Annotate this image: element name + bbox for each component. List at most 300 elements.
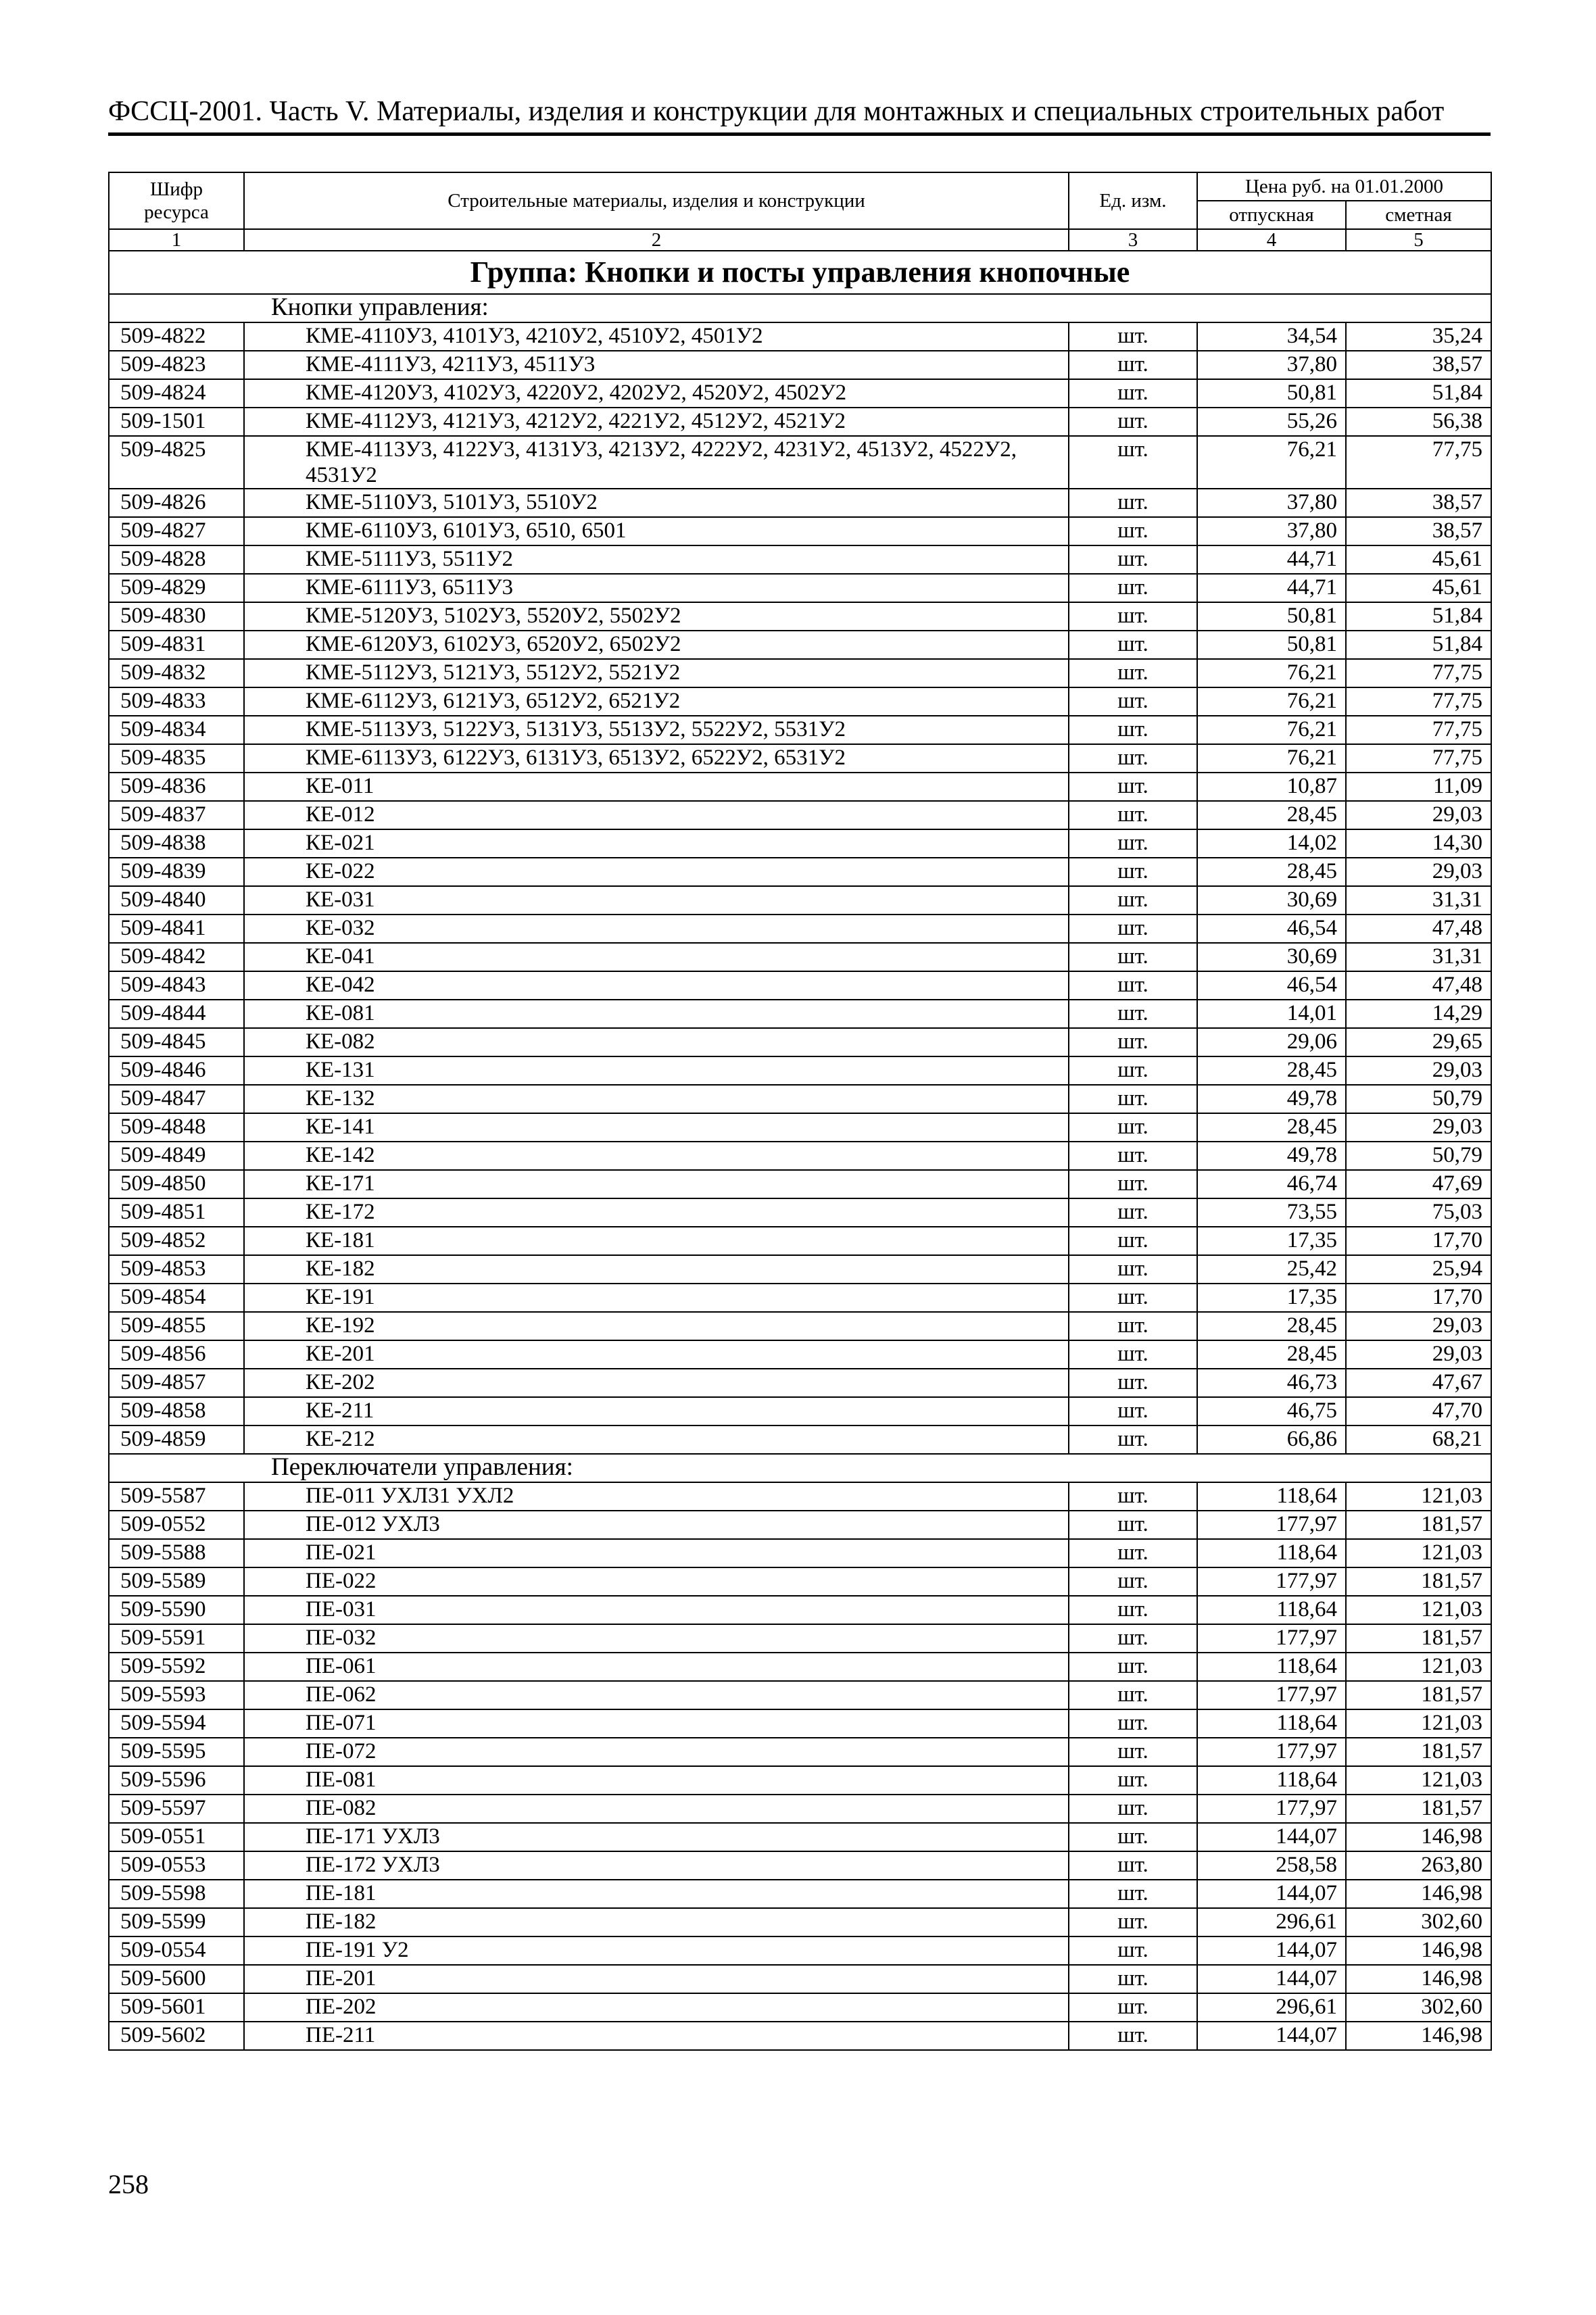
cell-estimate-price: 14,29 — [1346, 1000, 1491, 1028]
cell-unit: шт. — [1069, 1624, 1197, 1653]
cell-release-price: 76,21 — [1197, 436, 1346, 489]
cell-name: КЕ-081 — [244, 1000, 1069, 1028]
cell-unit: шт. — [1069, 489, 1197, 517]
cell-name: ПЕ-172 УХЛ3 — [244, 1851, 1069, 1880]
cell-estimate-price: 77,75 — [1346, 744, 1491, 773]
cell-release-price: 44,71 — [1197, 574, 1346, 602]
cell-release-price: 76,21 — [1197, 659, 1346, 687]
cell-unit: шт. — [1069, 858, 1197, 886]
cell-estimate-price: 17,70 — [1346, 1284, 1491, 1312]
table-row — [109, 1000, 1491, 1028]
cell-estimate-price: 29,03 — [1346, 1113, 1491, 1142]
table-body — [109, 294, 1491, 2050]
table-row — [109, 858, 1491, 886]
cell-code: 509-5588 — [109, 1539, 244, 1567]
cell-code: 509-4847 — [109, 1085, 244, 1113]
table-row — [109, 631, 1491, 659]
cell-estimate-price: 181,57 — [1346, 1511, 1491, 1539]
table-row — [109, 1028, 1491, 1056]
cell-unit: шт. — [1069, 1170, 1197, 1198]
table-row — [109, 379, 1491, 408]
header-rule — [108, 132, 1491, 136]
table-row — [109, 1369, 1491, 1397]
cell-estimate-price: 17,70 — [1346, 1227, 1491, 1255]
section-header-spacer — [109, 294, 244, 322]
cell-estimate-price: 29,03 — [1346, 1056, 1491, 1085]
header-unit: Ед. изм. — [1069, 172, 1197, 229]
cell-release-price: 76,21 — [1197, 687, 1346, 716]
cell-code: 509-4830 — [109, 602, 244, 631]
cell-estimate-price: 14,30 — [1346, 829, 1491, 858]
cell-code: 509-0553 — [109, 1851, 244, 1880]
column-number: 2 — [244, 229, 1069, 251]
cell-code: 509-4841 — [109, 915, 244, 943]
cell-release-price: 17,35 — [1197, 1284, 1346, 1312]
cell-estimate-price: 47,48 — [1346, 971, 1491, 1000]
cell-name: КМЕ-5120У3, 5102У3, 5520У2, 5502У2 — [244, 602, 1069, 631]
cell-unit: шт. — [1069, 687, 1197, 716]
cell-unit: шт. — [1069, 574, 1197, 602]
cell-release-price: 118,64 — [1197, 1596, 1346, 1624]
cell-unit: шт. — [1069, 1681, 1197, 1709]
cell-code: 509-5598 — [109, 1880, 244, 1908]
table-row — [109, 1880, 1491, 1908]
cell-name: КЕ-132 — [244, 1085, 1069, 1113]
cell-unit: шт. — [1069, 943, 1197, 971]
cell-name: КЕ-172 — [244, 1198, 1069, 1227]
cell-unit: шт. — [1069, 379, 1197, 408]
cell-release-price: 17,35 — [1197, 1227, 1346, 1255]
cell-code: 509-4822 — [109, 322, 244, 351]
group-title: Группа: Кнопки и посты управления кнопочные — [109, 251, 1491, 294]
cell-release-price: 14,02 — [1197, 829, 1346, 858]
cell-estimate-price: 51,84 — [1346, 379, 1491, 408]
cell-estimate-price: 121,03 — [1346, 1539, 1491, 1567]
cell-release-price: 144,07 — [1197, 1965, 1346, 1993]
cell-release-price: 46,74 — [1197, 1170, 1346, 1198]
cell-release-price: 30,69 — [1197, 886, 1346, 915]
table-row — [109, 1085, 1491, 1113]
cell-estimate-price: 121,03 — [1346, 1482, 1491, 1511]
cell-code: 509-5589 — [109, 1567, 244, 1596]
cell-code: 509-4851 — [109, 1198, 244, 1227]
cell-estimate-price: 29,65 — [1346, 1028, 1491, 1056]
cell-release-price: 25,42 — [1197, 1255, 1346, 1284]
cell-release-price: 28,45 — [1197, 801, 1346, 829]
table-row — [109, 1681, 1491, 1709]
table-row — [109, 1482, 1491, 1511]
table-row — [109, 829, 1491, 858]
cell-code: 509-5592 — [109, 1653, 244, 1681]
table-row — [109, 1198, 1491, 1227]
cell-unit: шт. — [1069, 408, 1197, 436]
cell-name: КМЕ-6110У3, 6101У3, 6510, 6501 — [244, 517, 1069, 545]
cell-name: ПЕ-061 — [244, 1653, 1069, 1681]
cell-name: ПЕ-062 — [244, 1681, 1069, 1709]
table-row — [109, 1397, 1491, 1425]
cell-release-price: 55,26 — [1197, 408, 1346, 436]
cell-name: ПЕ-072 — [244, 1738, 1069, 1766]
cell-unit: шт. — [1069, 829, 1197, 858]
cell-code: 509-4857 — [109, 1369, 244, 1397]
table-row — [109, 517, 1491, 545]
cell-estimate-price: 50,79 — [1346, 1085, 1491, 1113]
cell-estimate-price: 47,69 — [1346, 1170, 1491, 1198]
cell-name: КМЕ-5111У3, 5511У2 — [244, 545, 1069, 574]
cell-release-price: 28,45 — [1197, 1056, 1346, 1085]
cell-release-price: 118,64 — [1197, 1539, 1346, 1567]
cell-estimate-price: 38,57 — [1346, 489, 1491, 517]
cell-unit: шт. — [1069, 915, 1197, 943]
table-row — [109, 351, 1491, 379]
table-row — [109, 1936, 1491, 1965]
cell-estimate-price: 47,70 — [1346, 1397, 1491, 1425]
cell-estimate-price: 45,61 — [1346, 574, 1491, 602]
table-row — [109, 574, 1491, 602]
table-row — [109, 943, 1491, 971]
cell-code: 509-0554 — [109, 1936, 244, 1965]
cell-estimate-price: 35,24 — [1346, 322, 1491, 351]
table-row — [109, 1965, 1491, 1993]
cell-estimate-price: 29,03 — [1346, 801, 1491, 829]
cell-name: КМЕ-6113У3, 6122У3, 6131У3, 6513У2, 6522У2, 6531У2 — [244, 744, 1069, 773]
cell-release-price: 66,86 — [1197, 1425, 1346, 1454]
cell-unit: шт. — [1069, 1284, 1197, 1312]
table-row — [109, 1993, 1491, 2022]
cell-release-price: 29,06 — [1197, 1028, 1346, 1056]
cell-unit: шт. — [1069, 1340, 1197, 1369]
cell-unit: шт. — [1069, 1198, 1197, 1227]
section-header-spacer — [109, 1454, 244, 1482]
cell-name: КМЕ-5112У3, 5121У3, 5512У2, 5521У2 — [244, 659, 1069, 687]
cell-name: ПЕ-201 — [244, 1965, 1069, 1993]
cell-estimate-price: 302,60 — [1346, 1993, 1491, 2022]
cell-name: КЕ-201 — [244, 1340, 1069, 1369]
cell-name: КЕ-012 — [244, 801, 1069, 829]
table-row — [109, 1312, 1491, 1340]
cell-estimate-price: 181,57 — [1346, 1567, 1491, 1596]
cell-estimate-price: 29,03 — [1346, 1312, 1491, 1340]
cell-name: ПЕ-082 — [244, 1795, 1069, 1823]
cell-estimate-price: 50,79 — [1346, 1142, 1491, 1170]
cell-estimate-price: 56,38 — [1346, 408, 1491, 436]
page-header: ФССЦ-2001. Часть V. Материалы, изделия и конструкции для монтажных и специальных строительных работ — [108, 96, 1445, 127]
cell-name: КМЕ-4110У3, 4101У3, 4210У2, 4510У2, 4501У2 — [244, 322, 1069, 351]
cell-release-price: 30,69 — [1197, 943, 1346, 971]
cell-name: КЕ-042 — [244, 971, 1069, 1000]
cell-release-price: 28,45 — [1197, 1113, 1346, 1142]
cell-unit: шт. — [1069, 1397, 1197, 1425]
cell-unit: шт. — [1069, 1880, 1197, 1908]
cell-release-price: 76,21 — [1197, 716, 1346, 744]
cell-release-price: 49,78 — [1197, 1085, 1346, 1113]
table-row — [109, 1766, 1491, 1795]
cell-release-price: 37,80 — [1197, 351, 1346, 379]
table-row — [109, 1539, 1491, 1567]
cell-name: КЕ-212 — [244, 1425, 1069, 1454]
table-row — [109, 1425, 1491, 1454]
cell-unit: шт. — [1069, 1567, 1197, 1596]
cell-name: ПЕ-202 — [244, 1993, 1069, 2022]
cell-release-price: 37,80 — [1197, 489, 1346, 517]
cell-estimate-price: 47,48 — [1346, 915, 1491, 943]
cell-code: 509-4837 — [109, 801, 244, 829]
table-row — [109, 1624, 1491, 1653]
cell-release-price: 46,54 — [1197, 915, 1346, 943]
cell-estimate-price: 77,75 — [1346, 716, 1491, 744]
cell-code: 509-5597 — [109, 1795, 244, 1823]
cell-release-price: 46,73 — [1197, 1369, 1346, 1397]
cell-name: КЕ-182 — [244, 1255, 1069, 1284]
cell-code: 509-4854 — [109, 1284, 244, 1312]
cell-release-price: 177,97 — [1197, 1511, 1346, 1539]
cell-estimate-price: 181,57 — [1346, 1624, 1491, 1653]
cell-release-price: 144,07 — [1197, 2022, 1346, 2050]
header-code: Шифр ресурса — [109, 172, 244, 229]
cell-release-price: 28,45 — [1197, 858, 1346, 886]
cell-code: 509-5590 — [109, 1596, 244, 1624]
header-price-group: Цена руб. на 01.01.2000 — [1197, 172, 1491, 201]
cell-name: КЕ-202 — [244, 1369, 1069, 1397]
cell-estimate-price: 29,03 — [1346, 858, 1491, 886]
cell-estimate-price: 68,21 — [1346, 1425, 1491, 1454]
cell-release-price: 46,54 — [1197, 971, 1346, 1000]
table-row — [109, 1284, 1491, 1312]
cell-release-price: 10,87 — [1197, 773, 1346, 801]
cell-code: 509-4825 — [109, 436, 244, 489]
header-name: Строительные материалы, изделия и конструкции — [244, 172, 1069, 229]
cell-code: 509-5596 — [109, 1766, 244, 1795]
table-row — [109, 1511, 1491, 1539]
cell-name: КЕ-171 — [244, 1170, 1069, 1198]
cell-unit: шт. — [1069, 2022, 1197, 2050]
cell-unit: шт. — [1069, 1596, 1197, 1624]
cell-unit: шт. — [1069, 1709, 1197, 1738]
cell-release-price: 118,64 — [1197, 1766, 1346, 1795]
cell-unit: шт. — [1069, 517, 1197, 545]
table-row — [109, 1170, 1491, 1198]
cell-estimate-price: 38,57 — [1346, 351, 1491, 379]
table-row — [109, 1795, 1491, 1823]
cell-release-price: 144,07 — [1197, 1936, 1346, 1965]
cell-name: КЕ-021 — [244, 829, 1069, 858]
cell-unit: шт. — [1069, 1823, 1197, 1851]
cell-code: 509-5591 — [109, 1624, 244, 1653]
cell-estimate-price: 146,98 — [1346, 1880, 1491, 1908]
cell-name: ПЕ-021 — [244, 1539, 1069, 1567]
section-header-row — [109, 294, 1491, 322]
cell-unit: шт. — [1069, 1142, 1197, 1170]
table-row — [109, 489, 1491, 517]
cell-name: КЕ-141 — [244, 1113, 1069, 1142]
cell-estimate-price: 181,57 — [1346, 1795, 1491, 1823]
cell-name: КЕ-031 — [244, 886, 1069, 915]
cell-code: 509-4826 — [109, 489, 244, 517]
table-row — [109, 1340, 1491, 1369]
cell-unit: шт. — [1069, 971, 1197, 1000]
cell-release-price: 34,54 — [1197, 322, 1346, 351]
cell-release-price: 258,58 — [1197, 1851, 1346, 1880]
cell-name: КЕ-191 — [244, 1284, 1069, 1312]
cell-estimate-price: 77,75 — [1346, 687, 1491, 716]
cell-name: КЕ-192 — [244, 1312, 1069, 1340]
cell-unit: шт. — [1069, 1851, 1197, 1880]
table-row — [109, 1142, 1491, 1170]
cell-code: 509-4824 — [109, 379, 244, 408]
cell-code: 509-4843 — [109, 971, 244, 1000]
cell-unit: шт. — [1069, 1312, 1197, 1340]
cell-unit: шт. — [1069, 1795, 1197, 1823]
section-title: Переключатели управления: — [244, 1454, 1491, 1482]
cell-release-price: 118,64 — [1197, 1709, 1346, 1738]
cell-release-price: 76,21 — [1197, 744, 1346, 773]
cell-code: 509-4835 — [109, 744, 244, 773]
cell-estimate-price: 31,31 — [1346, 886, 1491, 915]
cell-code: 509-0551 — [109, 1823, 244, 1851]
cell-name: КЕ-142 — [244, 1142, 1069, 1170]
cell-unit: шт. — [1069, 1511, 1197, 1539]
cell-estimate-price: 77,75 — [1346, 659, 1491, 687]
cell-code: 509-4849 — [109, 1142, 244, 1170]
cell-unit: шт. — [1069, 1738, 1197, 1766]
cell-release-price: 177,97 — [1197, 1624, 1346, 1653]
cell-code: 509-4823 — [109, 351, 244, 379]
cell-unit: шт. — [1069, 1539, 1197, 1567]
cell-code: 509-5593 — [109, 1681, 244, 1709]
cell-estimate-price: 302,60 — [1346, 1908, 1491, 1936]
cell-code: 509-4859 — [109, 1425, 244, 1454]
table-row — [109, 1255, 1491, 1284]
cell-name: ПЕ-181 — [244, 1880, 1069, 1908]
cell-release-price: 44,71 — [1197, 545, 1346, 574]
table-row — [109, 1653, 1491, 1681]
header-release: отпускная — [1197, 201, 1346, 229]
table-row — [109, 744, 1491, 773]
cell-unit: шт. — [1069, 1425, 1197, 1454]
table-row — [109, 659, 1491, 687]
cell-estimate-price: 11,09 — [1346, 773, 1491, 801]
cell-release-price: 144,07 — [1197, 1880, 1346, 1908]
cell-name: КМЕ-6112У3, 6121У3, 6512У2, 6521У2 — [244, 687, 1069, 716]
cell-name: КЕ-032 — [244, 915, 1069, 943]
cell-name: ПЕ-031 — [244, 1596, 1069, 1624]
cell-name: КЕ-211 — [244, 1397, 1069, 1425]
table-row — [109, 1567, 1491, 1596]
cell-unit: шт. — [1069, 1766, 1197, 1795]
cell-release-price: 50,81 — [1197, 602, 1346, 631]
cell-code: 509-4836 — [109, 773, 244, 801]
cell-estimate-price: 263,80 — [1346, 1851, 1491, 1880]
cell-name: КМЕ-5110У3, 5101У3, 5510У2 — [244, 489, 1069, 517]
cell-name: КМЕ-5113У3, 5122У3, 5131У3, 5513У2, 5522У2, 5531У2 — [244, 716, 1069, 744]
cell-code: 509-4827 — [109, 517, 244, 545]
table-row — [109, 545, 1491, 574]
cell-unit: шт. — [1069, 1993, 1197, 2022]
cell-name: КМЕ-6111У3, 6511У3 — [244, 574, 1069, 602]
cell-unit: шт. — [1069, 801, 1197, 829]
cell-code: 509-4848 — [109, 1113, 244, 1142]
cell-unit: шт. — [1069, 1908, 1197, 1936]
cell-unit: шт. — [1069, 659, 1197, 687]
cell-code: 509-4852 — [109, 1227, 244, 1255]
cell-name: КМЕ-4113У3, 4122У3, 4131У3, 4213У2, 4222У2, 4231У2, 4513У2, 4522У2, 4531У2 — [244, 436, 1069, 489]
cell-code: 509-5587 — [109, 1482, 244, 1511]
table-row — [109, 1851, 1491, 1880]
cell-release-price: 144,07 — [1197, 1823, 1346, 1851]
cell-release-price: 118,64 — [1197, 1653, 1346, 1681]
cell-code: 509-4855 — [109, 1312, 244, 1340]
cell-code: 509-0552 — [109, 1511, 244, 1539]
cell-release-price: 177,97 — [1197, 1681, 1346, 1709]
cell-code: 509-4839 — [109, 858, 244, 886]
cell-estimate-price: 77,75 — [1346, 436, 1491, 489]
cell-estimate-price: 121,03 — [1346, 1596, 1491, 1624]
cell-code: 509-5601 — [109, 1993, 244, 2022]
cell-unit: шт. — [1069, 1936, 1197, 1965]
table-row — [109, 915, 1491, 943]
column-number: 4 — [1197, 229, 1346, 251]
cell-name: КЕ-181 — [244, 1227, 1069, 1255]
table-row — [109, 322, 1491, 351]
cell-unit: шт. — [1069, 1000, 1197, 1028]
cell-code: 509-5602 — [109, 2022, 244, 2050]
table-row — [109, 886, 1491, 915]
cell-name: КМЕ-4111У3, 4211У3, 4511У3 — [244, 351, 1069, 379]
section-header-row — [109, 1454, 1491, 1482]
cell-unit: шт. — [1069, 1255, 1197, 1284]
cell-estimate-price: 121,03 — [1346, 1709, 1491, 1738]
cell-release-price: 118,64 — [1197, 1482, 1346, 1511]
cell-code: 509-5595 — [109, 1738, 244, 1766]
cell-name: ПЕ-182 — [244, 1908, 1069, 1936]
cell-name: ПЕ-211 — [244, 2022, 1069, 2050]
cell-release-price: 73,55 — [1197, 1198, 1346, 1227]
table-row — [109, 602, 1491, 631]
table-row — [109, 716, 1491, 744]
cell-unit: шт. — [1069, 436, 1197, 489]
table-row — [109, 1823, 1491, 1851]
cell-release-price: 177,97 — [1197, 1738, 1346, 1766]
table-row — [109, 773, 1491, 801]
cell-estimate-price: 146,98 — [1346, 1823, 1491, 1851]
table-row — [109, 1113, 1491, 1142]
cell-release-price: 177,97 — [1197, 1795, 1346, 1823]
table-row — [109, 1709, 1491, 1738]
cell-estimate-price: 38,57 — [1346, 517, 1491, 545]
cell-estimate-price: 31,31 — [1346, 943, 1491, 971]
cell-unit: шт. — [1069, 744, 1197, 773]
table-row — [109, 1908, 1491, 1936]
table-row — [109, 2022, 1491, 2050]
cell-estimate-price: 45,61 — [1346, 545, 1491, 574]
cell-code: 509-4846 — [109, 1056, 244, 1085]
cell-estimate-price: 146,98 — [1346, 2022, 1491, 2050]
cell-name: КЕ-041 — [244, 943, 1069, 971]
cell-code: 509-4832 — [109, 659, 244, 687]
cell-unit: шт. — [1069, 602, 1197, 631]
cell-name: ПЕ-011 УХЛ31 УХЛ2 — [244, 1482, 1069, 1511]
cell-code: 509-4829 — [109, 574, 244, 602]
cell-code: 509-1501 — [109, 408, 244, 436]
cell-name: КМЕ-6120У3, 6102У3, 6520У2, 6502У2 — [244, 631, 1069, 659]
table-row — [109, 1227, 1491, 1255]
cell-estimate-price: 47,67 — [1346, 1369, 1491, 1397]
cell-estimate-price: 181,57 — [1346, 1681, 1491, 1709]
cell-unit: шт. — [1069, 1482, 1197, 1511]
cell-unit: шт. — [1069, 716, 1197, 744]
section-title: Кнопки управления: — [244, 294, 1491, 322]
cell-name: ПЕ-081 — [244, 1766, 1069, 1795]
